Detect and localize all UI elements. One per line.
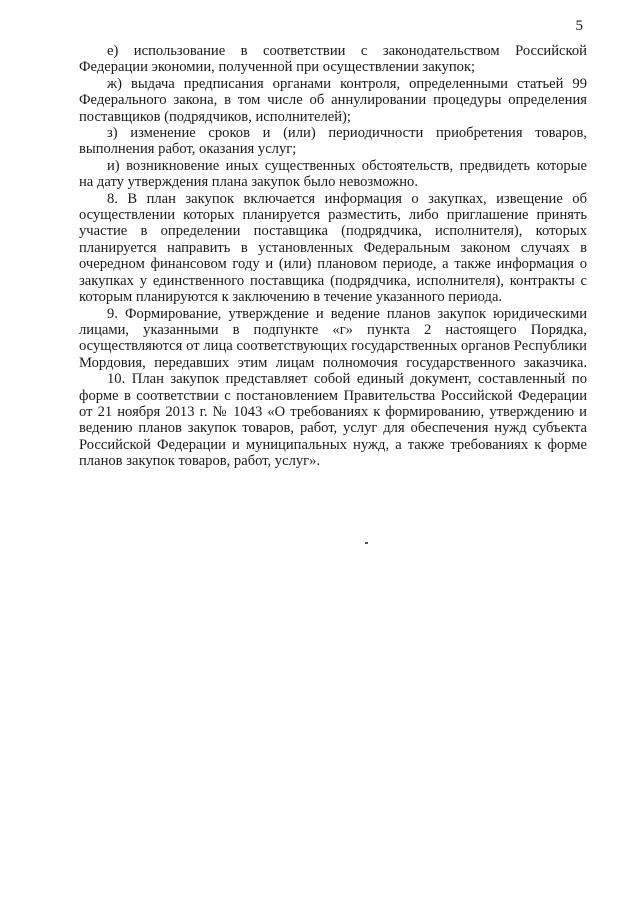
paragraph-9: 9. Формирование, утверждение и ведение планов закупок юридическими лицами, указанными в подпункте «г» пункта 2 настоящего Порядка, осуществляются от лица соответствующих государственных органов Республики Мордовия, передавших этим лицам полномочия государственного заказчика. <box>79 305 587 371</box>
paragraph-8: 8. В план закупок включается информация о закупках, извещение об осуществлении которых планируется разместить, либо приглашение принять участие в определении поставщика (подрядчика, исполнителя), которых планируется направить в установленных Федеральным законом случаях в очередном финансовом году и (или) плановом периоде, а также информация о закупках у единственного поставщика (подрядчика, исполнителя), контракты с которым планируются к заключению в течение указанного периода. <box>79 190 587 306</box>
paragraph-i: и) возникновение иных существенных обстоятельств, предвидеть которые на дату утверждения плана закупок было невозможно. <box>79 157 587 191</box>
paragraph-zh: ж) выдача предписания органами контроля, определенными статьей 99 Федерального закона, в том числе об аннулировании процедуры определения поставщиков (подрядчиков, исполнителей); <box>79 75 587 125</box>
scan-mark <box>365 542 368 544</box>
paragraph-e: е) использование в соответствии с законодательством Российской Федерации экономии, полученной при осуществлении закупок; <box>79 43 587 76</box>
page-number: 5 <box>575 18 583 34</box>
document-body <box>79 43 587 470</box>
paragraph-z: з) изменение сроков и (или) периодичности приобретения товаров, выполнения работ, оказания услуг; <box>79 125 587 158</box>
paragraph-10: 10. План закупок представляет собой единый документ, составленный по форме в соответствии с постановлением Правительства Российской Федерации от 21 ноября 2013 г. № 1043 «О требованиях к формированию, утверждению и ведению планов закупок товаров, работ, услуг для обеспечения нужд субъекта Российской Федерации и муниципальных нужд, а также требованиях к форме планов закупок товаров, работ, услуг». <box>79 371 587 470</box>
